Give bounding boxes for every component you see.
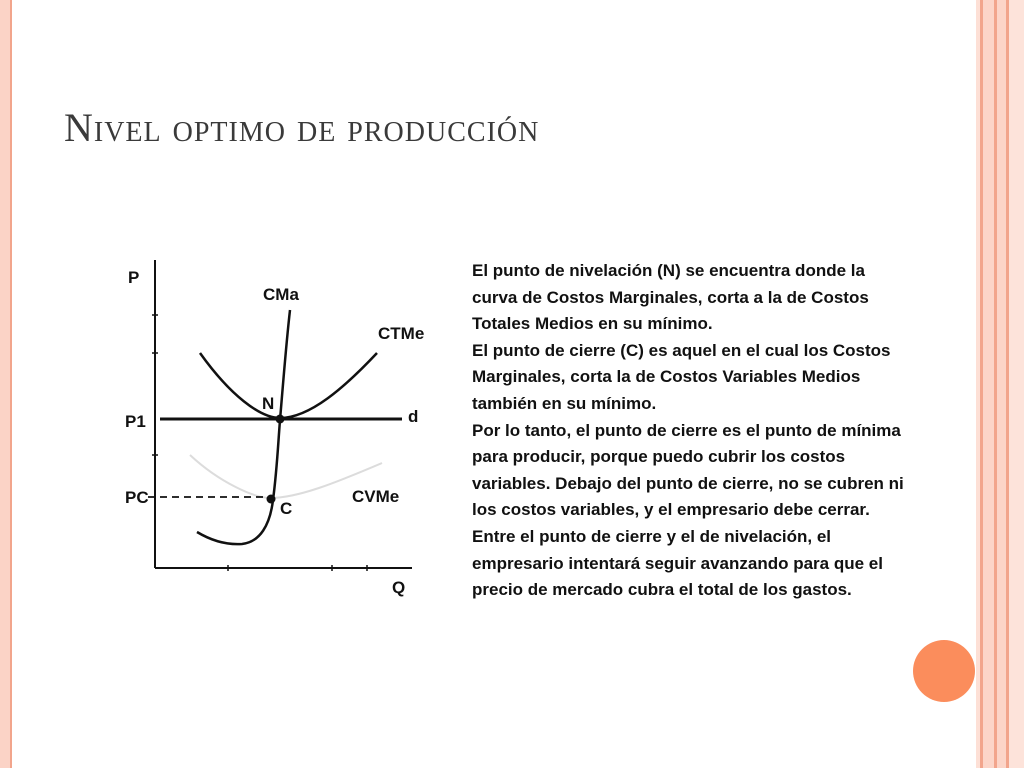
series-label-cvme: CVMe [352,487,400,506]
series-label-ctme: CTMe [378,324,425,343]
price-label-pc: PC [125,488,149,507]
point-label-n: N [262,394,275,413]
slide-title: Nivel optimo de producción [64,105,540,150]
frame-left-line [10,0,12,768]
paragraph-entre: Entre el punto de cierre y el de nivelación, el empresario intentará seguir avanzando para que el precio de mercado cubra el total de los gastos. [472,526,883,600]
point-n-marker [276,415,285,424]
cost-curves-chart [120,255,430,605]
point-label-c: C [280,499,293,518]
paragraph-cierre: El punto de cierre (C) es aquel en el cual los Costos Marginales, corta la de Costos Variables Medios también en su mínimo. [472,340,891,413]
paragraph-conclusion: Por lo tanto, el punto de cierre es el punto de mínima para producir, porque puedo cubrir los costos variables. Debajo del punto de cierre, no se cubren ni los costos variables, y el empresario debe cerrar. [472,420,904,520]
decorative-orange-circle [913,640,975,702]
point-c-marker [267,495,276,504]
explanation-text [472,258,912,604]
frame-right-stripes [976,0,1024,768]
cma-curve [197,310,293,544]
paragraph-nivelacion: El punto de nivelación (N) se encuentra donde la curva de Costos Marginales, corta a la de Costos Totales Medios en su mínimo. [472,261,869,334]
ctme-curve [200,353,377,418]
frame-left-strip [0,0,10,768]
y-axis-label: P [128,268,140,287]
cost-curves-svg [120,255,430,605]
series-label-cma: CMa [263,285,299,304]
series-label-d: d [408,407,419,426]
x-axis-label: Q [392,578,406,597]
price-label-p1: P1 [125,412,146,431]
